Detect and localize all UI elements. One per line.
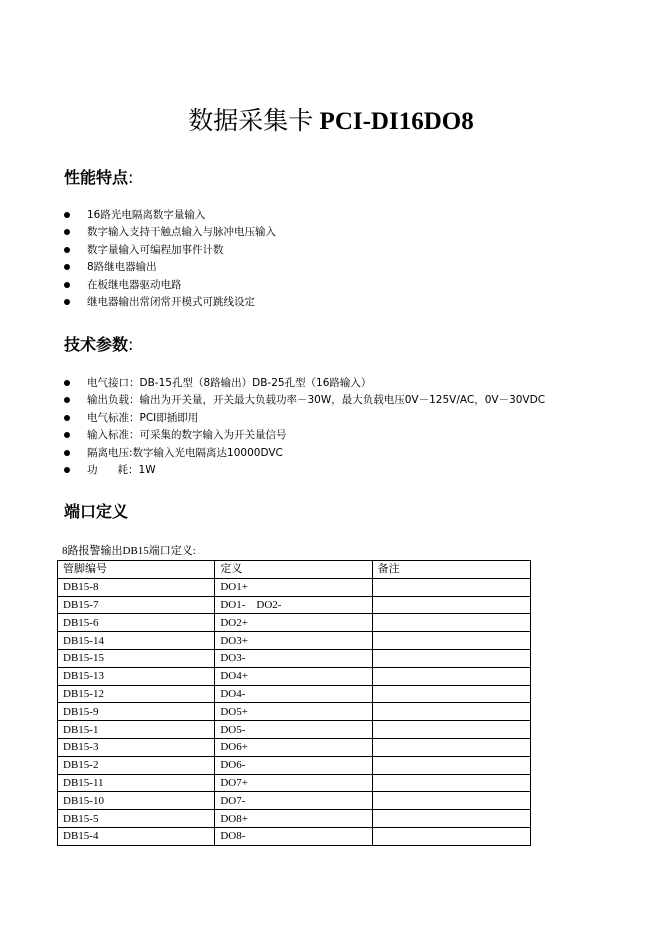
specs-heading-colon: :: [128, 335, 134, 354]
features-heading-text: 性能特点: [64, 168, 129, 187]
definition-cell: DO1- DO2-: [215, 596, 372, 614]
table-row: [58, 827, 531, 845]
title-model: PCI-DI16DO8: [319, 108, 474, 135]
definition-cell: DO2+: [215, 614, 372, 632]
definition-cell: DO1+: [215, 578, 372, 596]
spec-item: 隔离电压:数字输入光电隔离达10000DVC: [64, 445, 545, 462]
remark-cell: [372, 756, 530, 774]
ports-table: [57, 560, 531, 846]
remark-cell: [372, 685, 530, 703]
definition-cell: DO3-: [215, 649, 372, 667]
title-chinese: 数据采集卡: [188, 106, 314, 135]
bullet-dot-icon: [64, 432, 70, 438]
feature-item: 数字量输入可编程加事件计数: [64, 242, 276, 259]
specs-heading-text: 技术参数: [64, 335, 129, 354]
header-pin-number: 管脚编号: [58, 561, 215, 579]
remark-cell: [372, 632, 530, 650]
remark-cell: [372, 827, 530, 845]
remark-cell: [372, 667, 530, 685]
remark-cell: [372, 721, 530, 739]
bullet-dot-icon: [64, 229, 70, 235]
pin-cell: DB15-8: [58, 578, 215, 596]
spec-item: 输入标准：可采集的数字输入为开关量信号: [64, 427, 545, 444]
feature-item: 数字输入支持干触点输入与脉冲电压输入: [64, 224, 276, 241]
table-row: [58, 703, 531, 721]
feature-item: 16路光电隔离数字量输入: [64, 207, 276, 224]
table-row: [58, 578, 531, 596]
definition-cell: DO8+: [215, 810, 372, 828]
features-heading-colon: :: [128, 168, 134, 187]
table-row: [58, 614, 531, 632]
definition-cell: DO6-: [215, 756, 372, 774]
table-row: [58, 596, 531, 614]
spec-item: 电气标准：PCI即插即用: [64, 410, 545, 427]
pin-cell: DB15-14: [58, 632, 215, 650]
remark-cell: [372, 738, 530, 756]
pin-cell: DB15-11: [58, 774, 215, 792]
features-heading: [64, 167, 133, 189]
pin-cell: DB15-12: [58, 685, 215, 703]
pin-cell: DB15-7: [58, 596, 215, 614]
remark-cell: [372, 703, 530, 721]
ports-table-caption: 8路报警输出DB15端口定义:: [62, 545, 196, 557]
table-row: [58, 632, 531, 650]
table-row: [58, 685, 531, 703]
table-row: [58, 810, 531, 828]
spec-item: 功 耗：1W: [64, 462, 545, 479]
pin-cell: DB15-15: [58, 649, 215, 667]
bullet-dot-icon: [64, 450, 70, 456]
table-row: [58, 649, 531, 667]
bullet-dot-icon: [64, 264, 70, 270]
pin-cell: DB15-1: [58, 721, 215, 739]
header-definition: 定义: [215, 561, 372, 579]
pin-cell: DB15-13: [58, 667, 215, 685]
table-row: [58, 738, 531, 756]
pin-cell: DB15-4: [58, 827, 215, 845]
pin-cell: DB15-5: [58, 810, 215, 828]
definition-cell: DO7+: [215, 774, 372, 792]
table-header-row: [58, 561, 531, 579]
table-row: [58, 667, 531, 685]
remark-cell: [372, 649, 530, 667]
remark-cell: [372, 774, 530, 792]
bullet-dot-icon: [64, 380, 70, 386]
document-title: [0, 104, 662, 139]
bullet-dot-icon: [64, 467, 70, 473]
pin-cell: DB15-9: [58, 703, 215, 721]
ports-heading-text: 端口定义: [64, 502, 129, 521]
specs-list: [64, 375, 545, 479]
remark-cell: [372, 810, 530, 828]
remark-cell: [372, 792, 530, 810]
definition-cell: DO4+: [215, 667, 372, 685]
bullet-dot-icon: [64, 299, 70, 305]
definition-cell: DO5-: [215, 721, 372, 739]
definition-cell: DO5+: [215, 703, 372, 721]
specs-heading: [64, 334, 133, 356]
definition-cell: DO8-: [215, 827, 372, 845]
table-row: [58, 721, 531, 739]
pin-cell: DB15-3: [58, 738, 215, 756]
pin-cell: DB15-6: [58, 614, 215, 632]
table-row: [58, 792, 531, 810]
bullet-dot-icon: [64, 282, 70, 288]
spec-item: 电气接口：DB-15孔型（8路输出）DB-25孔型（16路输入）: [64, 375, 545, 392]
table-row: [58, 774, 531, 792]
spec-item: 输出负载：输出为开关量，开关最大负载功率－30W，最大负载电压0V－125V/AC，0V－30VDC: [64, 392, 545, 409]
definition-cell: DO3+: [215, 632, 372, 650]
definition-cell: DO4-: [215, 685, 372, 703]
bullet-dot-icon: [64, 415, 70, 421]
bullet-dot-icon: [64, 247, 70, 253]
feature-item: 8路继电器输出: [64, 259, 276, 276]
bullet-dot-icon: [64, 212, 70, 218]
header-remark: 备注: [372, 561, 530, 579]
definition-cell: DO6+: [215, 738, 372, 756]
remark-cell: [372, 614, 530, 632]
feature-item: 在板继电器驱动电路: [64, 277, 276, 294]
pin-cell: DB15-2: [58, 756, 215, 774]
remark-cell: [372, 596, 530, 614]
definition-cell: DO7-: [215, 792, 372, 810]
feature-item: 继电器输出常闭常开模式可跳线设定: [64, 294, 276, 311]
bullet-dot-icon: [64, 397, 70, 403]
features-list: [64, 207, 276, 311]
table-row: [58, 756, 531, 774]
ports-heading: [64, 501, 128, 523]
pin-cell: DB15-10: [58, 792, 215, 810]
remark-cell: [372, 578, 530, 596]
